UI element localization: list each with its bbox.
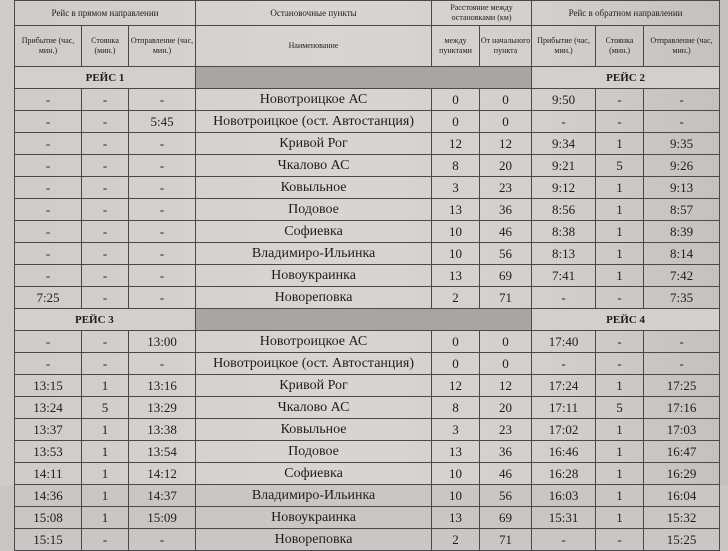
stop-name-cell: Подовое — [196, 199, 432, 221]
arrival-cell: - — [15, 89, 82, 111]
arrival-cell: - — [15, 199, 82, 221]
stop-name-cell: Новоукраинка — [196, 265, 432, 287]
distance-between-cell: 10 — [432, 221, 480, 243]
stop-minutes-reverse-cell: 1 — [596, 419, 644, 441]
departure-reverse-cell: 17:16 — [644, 397, 720, 419]
stop-minutes-cell: - — [82, 529, 129, 551]
arrival-reverse-cell: 17:02 — [532, 419, 596, 441]
arrival-cell: - — [15, 243, 82, 265]
stop-name-cell: Новоукраинка — [196, 507, 432, 529]
arrival-cell: - — [15, 353, 82, 375]
departure-cell: - — [129, 155, 196, 177]
col-between: между пунктами — [432, 26, 480, 67]
stop-minutes-reverse-cell: 1 — [596, 507, 644, 529]
col-departure-rev: Отправление (час, мин.) — [644, 26, 720, 67]
distance-between-cell: 3 — [432, 419, 480, 441]
stop-minutes-reverse-cell: 1 — [596, 243, 644, 265]
distance-from-start-cell: 71 — [480, 287, 532, 309]
distance-from-start-cell: 69 — [480, 265, 532, 287]
stop-name-cell: Владимиро-Ильинка — [196, 243, 432, 265]
reverse-direction-header: Рейс в обратном направлении — [532, 1, 720, 26]
distance-from-start-cell: 56 — [480, 485, 532, 507]
table-row — [15, 353, 720, 375]
stop-minutes-cell: 5 — [82, 397, 129, 419]
col-departure: Отправление (час, мин.) — [129, 26, 196, 67]
departure-reverse-cell: 16:29 — [644, 463, 720, 485]
stop-minutes-cell: 1 — [82, 419, 129, 441]
arrival-reverse-cell: 7:41 — [532, 265, 596, 287]
col-stop-rev: Стоянка (мин.) — [596, 26, 644, 67]
arrival-reverse-cell: - — [532, 111, 596, 133]
departure-reverse-cell: 9:35 — [644, 133, 720, 155]
col-arrival: Прибытие (час, мин.) — [15, 26, 82, 67]
table-row — [15, 331, 720, 353]
stop-name-cell: Софиевка — [196, 221, 432, 243]
table-row — [15, 199, 720, 221]
arrival-reverse-cell: 16:28 — [532, 463, 596, 485]
distance-from-start-cell: 46 — [480, 221, 532, 243]
stop-minutes-reverse-cell: 1 — [596, 199, 644, 221]
departure-reverse-cell: 9:26 — [644, 155, 720, 177]
arrival-cell: 14:11 — [15, 463, 82, 485]
departure-cell: 13:00 — [129, 331, 196, 353]
departure-cell: - — [129, 89, 196, 111]
trip-separator — [196, 67, 532, 89]
departure-reverse-cell: 16:04 — [644, 485, 720, 507]
stop-minutes-reverse-cell: 1 — [596, 221, 644, 243]
distance-from-start-cell: 0 — [480, 111, 532, 133]
departure-cell: - — [129, 529, 196, 551]
departure-cell: 13:38 — [129, 419, 196, 441]
distance-between-cell: 13 — [432, 199, 480, 221]
arrival-cell: 13:24 — [15, 397, 82, 419]
arrival-cell: 14:36 — [15, 485, 82, 507]
col-arrival-rev: Прибытие (час, мин.) — [532, 26, 596, 67]
table-row — [15, 265, 720, 287]
table-row — [15, 221, 720, 243]
distance-from-start-cell: 0 — [480, 89, 532, 111]
stops-header: Остановочные пункты — [196, 1, 432, 26]
timetable — [14, 0, 720, 551]
distance-between-cell: 3 — [432, 177, 480, 199]
distance-from-start-cell: 36 — [480, 199, 532, 221]
distance-between-cell: 10 — [432, 463, 480, 485]
arrival-cell: 13:53 — [15, 441, 82, 463]
stop-minutes-reverse-cell: - — [596, 353, 644, 375]
stop-minutes-reverse-cell: 1 — [596, 265, 644, 287]
stop-minutes-reverse-cell: 1 — [596, 177, 644, 199]
stop-minutes-cell: - — [82, 133, 129, 155]
arrival-reverse-cell: 8:13 — [532, 243, 596, 265]
departure-cell: - — [129, 287, 196, 309]
stop-minutes-reverse-cell: 1 — [596, 485, 644, 507]
arrival-reverse-cell: 9:21 — [532, 155, 596, 177]
departure-reverse-cell: 17:25 — [644, 375, 720, 397]
arrival-cell: - — [15, 133, 82, 155]
distance-between-cell: 2 — [432, 287, 480, 309]
distance-from-start-cell: 36 — [480, 441, 532, 463]
arrival-cell: - — [15, 221, 82, 243]
distance-between-cell: 13 — [432, 507, 480, 529]
stop-minutes-reverse-cell: - — [596, 529, 644, 551]
stop-minutes-cell: 1 — [82, 441, 129, 463]
departure-cell: - — [129, 221, 196, 243]
arrival-reverse-cell: 17:40 — [532, 331, 596, 353]
arrival-reverse-cell: 16:03 — [532, 485, 596, 507]
stop-name-cell: Кривой Рог — [196, 375, 432, 397]
stop-name-cell: Новотроицкое АС — [196, 89, 432, 111]
stop-minutes-reverse-cell: - — [596, 89, 644, 111]
stop-minutes-cell: - — [82, 265, 129, 287]
header-row-columns — [15, 26, 720, 67]
departure-reverse-cell: - — [644, 331, 720, 353]
table-row — [15, 419, 720, 441]
trip-3-label: РЕЙС 3 — [15, 309, 196, 331]
stop-name-cell: Новотроицкое (ост. Автостанция) — [196, 353, 432, 375]
distance-between-cell: 10 — [432, 243, 480, 265]
table-row — [15, 89, 720, 111]
stop-minutes-cell: - — [82, 89, 129, 111]
departure-cell: 14:37 — [129, 485, 196, 507]
stop-name-cell: Владимиро-Ильинка — [196, 485, 432, 507]
arrival-reverse-cell: 9:12 — [532, 177, 596, 199]
distance-from-start-cell: 23 — [480, 177, 532, 199]
table-row — [15, 441, 720, 463]
stop-minutes-reverse-cell: - — [596, 287, 644, 309]
departure-reverse-cell: 7:35 — [644, 287, 720, 309]
stop-name-cell: Новореповка — [196, 287, 432, 309]
stop-minutes-cell: - — [82, 221, 129, 243]
stop-minutes-cell: 1 — [82, 375, 129, 397]
distance-between-cell: 2 — [432, 529, 480, 551]
departure-cell: - — [129, 177, 196, 199]
departure-reverse-cell: 8:39 — [644, 221, 720, 243]
distance-from-start-cell: 20 — [480, 397, 532, 419]
stop-name-cell: Подовое — [196, 441, 432, 463]
stop-minutes-cell: 1 — [82, 507, 129, 529]
stop-minutes-cell: - — [82, 287, 129, 309]
header-row-top — [15, 1, 720, 26]
stop-name-cell: Софиевка — [196, 463, 432, 485]
trip-1-label: РЕЙС 1 — [15, 67, 196, 89]
distance-from-start-cell: 56 — [480, 243, 532, 265]
distance-between-cell: 12 — [432, 375, 480, 397]
departure-reverse-cell: 15:25 — [644, 529, 720, 551]
arrival-cell: - — [15, 155, 82, 177]
departure-reverse-cell: 9:13 — [644, 177, 720, 199]
distance-between-cell: 10 — [432, 485, 480, 507]
arrival-reverse-cell: 16:46 — [532, 441, 596, 463]
arrival-reverse-cell: 17:24 — [532, 375, 596, 397]
departure-cell: - — [129, 353, 196, 375]
distance-header: Расстояние между остановками (км) — [432, 1, 532, 26]
table-row — [15, 529, 720, 551]
departure-reverse-cell: 17:03 — [644, 419, 720, 441]
arrival-reverse-cell: - — [532, 529, 596, 551]
departure-cell: - — [129, 199, 196, 221]
trip-4-label: РЕЙС 4 — [532, 309, 720, 331]
forward-direction-header: Рейс в прямом направлении — [15, 1, 196, 26]
departure-cell: 5:45 — [129, 111, 196, 133]
departure-cell: - — [129, 265, 196, 287]
trip-row-2 — [15, 309, 720, 331]
departure-cell: - — [129, 243, 196, 265]
table-row — [15, 177, 720, 199]
stop-minutes-reverse-cell: 1 — [596, 133, 644, 155]
arrival-reverse-cell: 8:56 — [532, 199, 596, 221]
arrival-cell: 13:37 — [15, 419, 82, 441]
arrival-cell: 15:08 — [15, 507, 82, 529]
distance-between-cell: 0 — [432, 111, 480, 133]
distance-between-cell: 13 — [432, 441, 480, 463]
stop-minutes-reverse-cell: - — [596, 111, 644, 133]
stop-minutes-reverse-cell: 5 — [596, 397, 644, 419]
distance-from-start-cell: 20 — [480, 155, 532, 177]
table-row — [15, 133, 720, 155]
stop-name-cell: Ковыльное — [196, 177, 432, 199]
distance-between-cell: 8 — [432, 397, 480, 419]
distance-from-start-cell: 23 — [480, 419, 532, 441]
stop-name-cell: Кривой Рог — [196, 133, 432, 155]
departure-reverse-cell: 7:42 — [644, 265, 720, 287]
table-row — [15, 375, 720, 397]
departure-reverse-cell: 8:57 — [644, 199, 720, 221]
arrival-reverse-cell: 17:11 — [532, 397, 596, 419]
departure-cell: 13:29 — [129, 397, 196, 419]
distance-from-start-cell: 12 — [480, 133, 532, 155]
table-row — [15, 243, 720, 265]
arrival-reverse-cell: 9:50 — [532, 89, 596, 111]
arrival-reverse-cell: - — [532, 287, 596, 309]
arrival-cell: 15:15 — [15, 529, 82, 551]
arrival-cell: 7:25 — [15, 287, 82, 309]
table-row — [15, 397, 720, 419]
stop-minutes-reverse-cell: 5 — [596, 155, 644, 177]
departure-reverse-cell: 15:32 — [644, 507, 720, 529]
distance-from-start-cell: 69 — [480, 507, 532, 529]
distance-between-cell: 0 — [432, 89, 480, 111]
stop-name-cell: Новотроицкое АС — [196, 331, 432, 353]
stop-name-cell: Чкалово АС — [196, 397, 432, 419]
distance-between-cell: 8 — [432, 155, 480, 177]
arrival-cell: - — [15, 177, 82, 199]
departure-cell: 15:09 — [129, 507, 196, 529]
table-row — [15, 287, 720, 309]
departure-reverse-cell: 16:47 — [644, 441, 720, 463]
stop-name-cell: Новореповка — [196, 529, 432, 551]
stop-minutes-reverse-cell: 1 — [596, 375, 644, 397]
stop-minutes-cell: - — [82, 177, 129, 199]
distance-from-start-cell: 0 — [480, 353, 532, 375]
table-row — [15, 111, 720, 133]
distance-from-start-cell: 71 — [480, 529, 532, 551]
arrival-cell: - — [15, 265, 82, 287]
col-from-start: От начального пункта — [480, 26, 532, 67]
table-row — [15, 507, 720, 529]
table-row — [15, 463, 720, 485]
table-row — [15, 485, 720, 507]
arrival-reverse-cell: 15:31 — [532, 507, 596, 529]
arrival-reverse-cell: 8:38 — [532, 221, 596, 243]
departure-reverse-cell: - — [644, 89, 720, 111]
col-stop: Стоянка (мин.) — [82, 26, 129, 67]
arrival-cell: - — [15, 111, 82, 133]
stop-minutes-cell: - — [82, 199, 129, 221]
stop-minutes-cell: 1 — [82, 463, 129, 485]
col-name: Наименование — [196, 26, 432, 67]
stop-minutes-reverse-cell: - — [596, 331, 644, 353]
stop-minutes-reverse-cell: 1 — [596, 441, 644, 463]
arrival-cell: - — [15, 331, 82, 353]
trip-separator — [196, 309, 532, 331]
departure-cell: 13:16 — [129, 375, 196, 397]
stop-minutes-cell: - — [82, 155, 129, 177]
departure-cell: 14:12 — [129, 463, 196, 485]
distance-between-cell: 13 — [432, 265, 480, 287]
distance-between-cell: 0 — [432, 353, 480, 375]
stop-name-cell: Чкалово АС — [196, 155, 432, 177]
distance-between-cell: 0 — [432, 331, 480, 353]
stop-minutes-cell: - — [82, 331, 129, 353]
departure-reverse-cell: - — [644, 111, 720, 133]
stop-minutes-cell: - — [82, 111, 129, 133]
stop-minutes-cell: - — [82, 243, 129, 265]
arrival-reverse-cell: 9:34 — [532, 133, 596, 155]
distance-from-start-cell: 12 — [480, 375, 532, 397]
distance-between-cell: 12 — [432, 133, 480, 155]
trip-2-label: РЕЙС 2 — [532, 67, 720, 89]
distance-from-start-cell: 46 — [480, 463, 532, 485]
departure-cell: - — [129, 133, 196, 155]
arrival-cell: 13:15 — [15, 375, 82, 397]
stop-name-cell: Ковыльное — [196, 419, 432, 441]
table-row — [15, 155, 720, 177]
stop-name-cell: Новотроицкое (ост. Автостанция) — [196, 111, 432, 133]
departure-cell: 13:54 — [129, 441, 196, 463]
departure-reverse-cell: 8:14 — [644, 243, 720, 265]
trip-row-1 — [15, 67, 720, 89]
stop-minutes-cell: 1 — [82, 485, 129, 507]
stop-minutes-cell: - — [82, 353, 129, 375]
departure-reverse-cell: - — [644, 353, 720, 375]
arrival-reverse-cell: - — [532, 353, 596, 375]
distance-from-start-cell: 0 — [480, 331, 532, 353]
stop-minutes-reverse-cell: 1 — [596, 463, 644, 485]
